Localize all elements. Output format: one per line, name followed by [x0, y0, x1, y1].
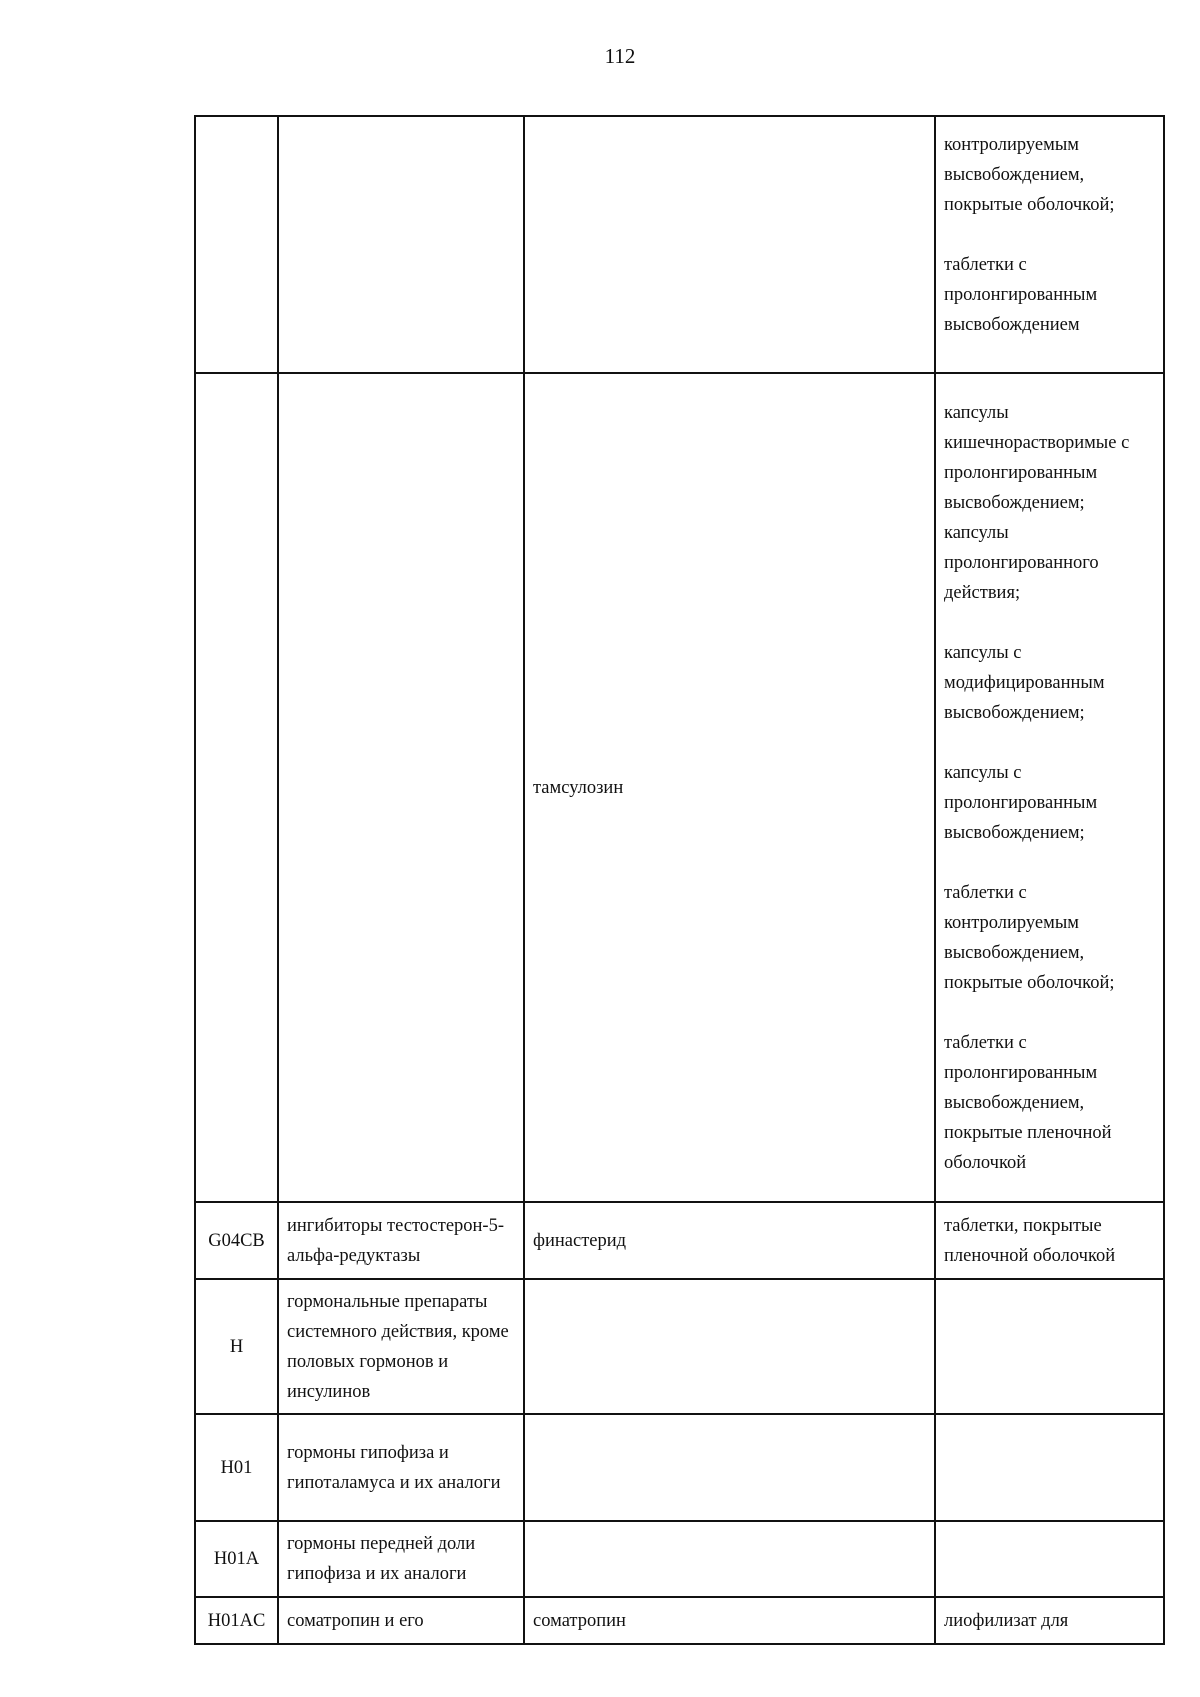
dosage-form-block	[944, 398, 1155, 608]
drug-name-cell	[524, 1279, 935, 1414]
table-row	[195, 1521, 1164, 1597]
dosage-form-line: действия;	[944, 582, 1021, 603]
atc-code-cell	[195, 373, 278, 1202]
dosage-form-line: контролируемым	[944, 912, 1079, 933]
dosage-form-cell	[935, 373, 1164, 1202]
page-number: 112	[604, 44, 636, 68]
dosage-form-block	[944, 250, 1155, 340]
atc-code-cell: H01AC	[195, 1597, 278, 1644]
dosage-form-line: высвобождением;	[944, 822, 1085, 843]
drug-name-cell	[524, 1414, 935, 1521]
group-name-cell: соматропин и его	[278, 1597, 524, 1644]
dosage-form-line: капсулы с	[944, 762, 1022, 783]
dosage-form-block	[944, 1606, 1155, 1636]
dosage-form-line: кишечнорастворимые с	[944, 432, 1130, 453]
dosage-form-line: пленочной оболочкой	[944, 1245, 1116, 1266]
group-name-cell: ингибиторы тестостерон-5-альфа-редуктазы	[278, 1202, 524, 1279]
dosage-form-line: контролируемым	[944, 135, 1079, 155]
atc-code-cell	[195, 116, 278, 373]
drug-name-cell: тамсулозин	[524, 373, 935, 1202]
table-row	[195, 1279, 1164, 1414]
dosage-form-line: таблетки с	[944, 882, 1027, 903]
group-name-cell	[278, 373, 524, 1202]
dosage-form-block	[944, 638, 1155, 728]
drug-name-cell: финастерид	[524, 1202, 935, 1279]
dosage-form-line: высвобождением,	[944, 165, 1085, 185]
dosage-form-cell	[935, 1279, 1164, 1414]
dosage-form-line: покрытые оболочкой;	[944, 195, 1115, 215]
dosage-form-cell	[935, 1521, 1164, 1597]
dosage-form-line: высвобождением,	[944, 942, 1085, 963]
dosage-form-line: капсулы	[944, 402, 1009, 423]
dosage-form-line: таблетки, покрытые	[944, 1215, 1102, 1236]
dosage-form-line: пролонгированным	[944, 462, 1098, 483]
dosage-form-line: лиофилизат для	[944, 1610, 1069, 1631]
table-row	[195, 1202, 1164, 1279]
dosage-form-line: высвобождением;	[944, 492, 1085, 513]
dosage-form-line: покрытые пленочной	[944, 1122, 1112, 1143]
dosage-form-line: высвобождением;	[944, 702, 1085, 723]
dosage-form-block	[944, 1211, 1155, 1271]
dosage-form-block	[944, 758, 1155, 848]
dosage-form-block	[944, 130, 1155, 220]
dosage-form-line: модифицированным	[944, 672, 1105, 693]
dosage-form-line: капсулы	[944, 522, 1009, 543]
table-row	[195, 116, 1164, 373]
dosage-form-line: пролонгированным	[944, 1062, 1098, 1083]
dosage-form-block	[944, 878, 1155, 998]
dosage-form-cell	[935, 1597, 1164, 1644]
group-name-cell: гормоны передней доли гипофиза и их аналоги	[278, 1521, 524, 1597]
dosage-form-line: таблетки с	[944, 1032, 1027, 1053]
dosage-form-line: оболочкой	[944, 1152, 1027, 1173]
drug-name-cell	[524, 1521, 935, 1597]
group-name-cell	[278, 116, 524, 373]
atc-code-cell: G04CB	[195, 1202, 278, 1279]
dosage-form-line: пролонгированным	[944, 792, 1098, 813]
dosage-form-line: высвобождением,	[944, 1092, 1085, 1113]
atc-code-cell: H01A	[195, 1521, 278, 1597]
dosage-form-line: покрытые оболочкой;	[944, 972, 1115, 993]
dosage-form-line: таблетки с	[944, 255, 1027, 275]
dosage-form-line: капсулы с	[944, 642, 1022, 663]
dosage-form-cell	[935, 116, 1164, 373]
dosage-form-line: высвобождением	[944, 315, 1080, 335]
dosage-form-block	[944, 1028, 1155, 1178]
group-name-cell: гормоны гипофиза и гипоталамуса и их аналоги	[278, 1414, 524, 1521]
drug-table	[194, 115, 1165, 1645]
dosage-form-cell	[935, 1414, 1164, 1521]
table-row	[195, 1414, 1164, 1521]
drug-name-cell: соматропин	[524, 1597, 935, 1644]
atc-code-cell: H01	[195, 1414, 278, 1521]
group-name-cell: гормональные препараты системного действия, кроме половых гормонов и инсулинов	[278, 1279, 524, 1414]
atc-code-cell: H	[195, 1279, 278, 1414]
dosage-form-line: пролонгированного	[944, 552, 1099, 573]
dosage-form-line: пролонгированным	[944, 285, 1098, 305]
drug-name-cell	[524, 116, 935, 373]
dosage-form-cell	[935, 1202, 1164, 1279]
table-row	[195, 373, 1164, 1202]
table-row	[195, 1597, 1164, 1644]
